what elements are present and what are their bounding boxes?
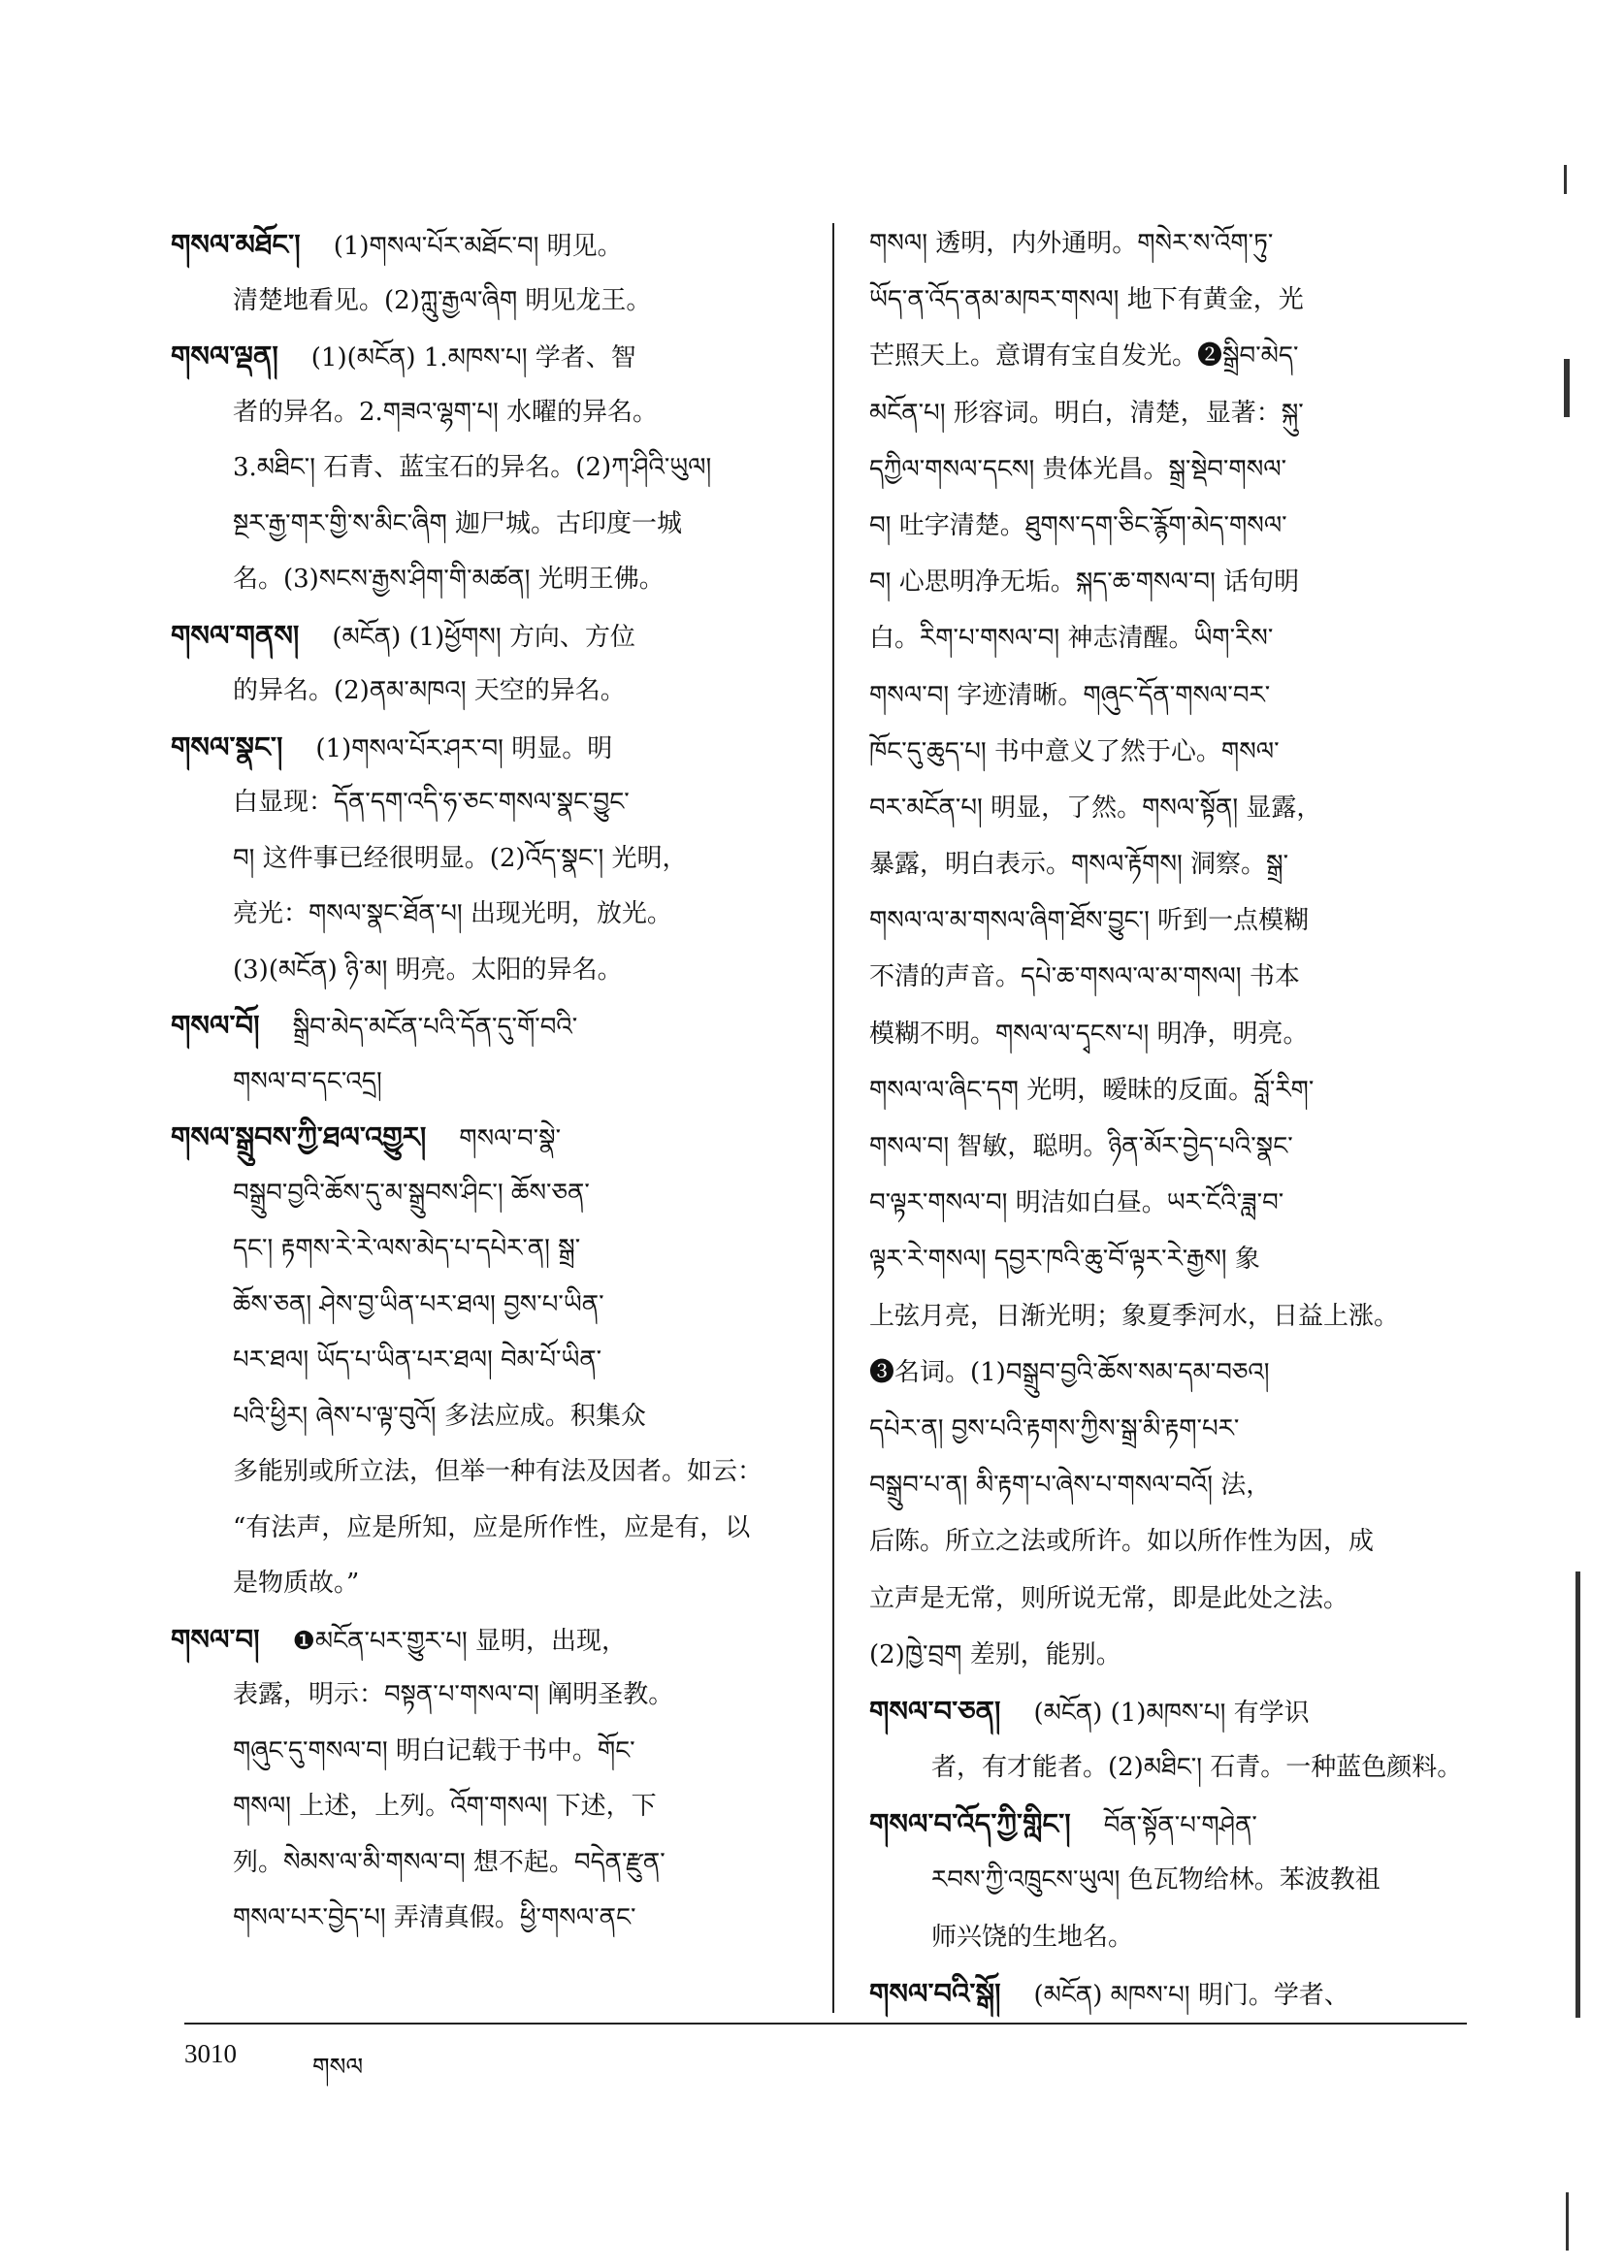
entry-headword-line xyxy=(171,720,801,776)
definition-text: གསལ་བ་སྣེ་ xyxy=(459,1124,562,1153)
page-number: 3010 xyxy=(184,2039,237,2068)
definition-text: 后陈。所立之法或所许。如以所作性为因，成 xyxy=(869,1527,1375,1557)
text-line xyxy=(171,274,801,330)
definition-text: 清楚地看见。(2)ཀླུ་རྒྱལ་ཞིག 明见龙王。 xyxy=(233,285,652,315)
definition-text: སྒྲིབ་མེད་མངོན་པའི་དོན་དུ་གོ་བའི་ xyxy=(292,1013,578,1042)
headword: གསལ་གནས། xyxy=(171,618,300,652)
text-line xyxy=(869,836,1471,892)
text-line xyxy=(869,554,1471,610)
text-line xyxy=(869,328,1471,384)
text-line xyxy=(171,887,801,943)
definition-text: 白显现：དོན་དག་འདི་ཧ་ཅང་གསལ་སྣང་བྱུང་ xyxy=(233,788,630,817)
definition-text: 的异名。(2)ནམ་མཁའ། 天空的异名。 xyxy=(233,676,626,705)
definition-text: བོན་སྟོན་པ་གཤེན་ xyxy=(1103,1811,1257,1841)
text-line xyxy=(869,1457,1471,1513)
headword: གསལ་བོ། xyxy=(171,1009,260,1042)
definition-text: གསལ་བ་དང་འདྲ། xyxy=(233,1066,382,1096)
definition-text: དཀྱིལ་གསལ་དངས། 贵体光昌。སྒྲ་སྡེབ་གསལ་ xyxy=(869,454,1287,484)
text-line xyxy=(869,1513,1471,1570)
entry-headword-line xyxy=(869,1683,1471,1739)
text-line xyxy=(869,1006,1471,1062)
text-line xyxy=(171,1444,801,1501)
text-line xyxy=(869,1118,1471,1175)
headword: གསལ་མཐོང་། xyxy=(171,228,301,261)
definition-text: 多能别或所立法，但举一种有法及因者。如云： xyxy=(233,1457,763,1486)
text-line xyxy=(171,1333,801,1389)
definition-text: པར་ཐལ། ཡོད་པ་ཡིན་པར་ཐལ། བེམ་པོ་ཡིན་ xyxy=(233,1345,602,1375)
headword: གསལ་ལྡན། xyxy=(171,340,278,373)
text-line xyxy=(869,949,1471,1005)
text-line xyxy=(171,385,801,441)
text-line xyxy=(869,498,1471,554)
definition-text: 者的异名。2.གཟའ་ལྷག་པ། 水曜的异名。 xyxy=(233,397,659,427)
definition-text: དང་། རྟགས་རེ་རེ་ལས་མེད་པ་དཔེར་ན། སྒྲ་ xyxy=(233,1234,581,1263)
definition-text: བསྒྲུབ་བྱའི་ཆོས་དུ་མ་སྒྲུབས་ཤིང་། ཆོས་ཅན་ xyxy=(233,1178,590,1208)
right-column xyxy=(869,215,1471,2022)
definition-text: (མངོན) (1)མཁས་པ། 有学识 xyxy=(1033,1698,1310,1728)
entry-headword-line xyxy=(171,998,801,1054)
text-line xyxy=(171,775,801,831)
definition-text: 白。རིག་པ་གསལ་བ། 神志清醒。ཡིག་རིས་ xyxy=(869,624,1274,654)
definition-text: བསྒྲུབ་པ་ན། མི་རྟག་པ་ཞེས་པ་གསལ་བའོ། 法， xyxy=(869,1471,1272,1501)
definition-text: གསལ་པར་བྱེད་པ། 弄清真假。ཕྱི་གསལ་ནང་ xyxy=(233,1903,636,1932)
text-line xyxy=(869,780,1471,836)
definition-text: (1)གསལ་པོར་མཐོང་བ། 明见。 xyxy=(333,232,623,261)
definition-text: “有法声，应是所知，应是所作性，应是有，以 xyxy=(233,1512,751,1542)
definition-text: རབས་ཀྱི་འཁྲུངས་ཡུལ། 色瓦物给林。苯波教祖 xyxy=(931,1865,1380,1895)
text-line xyxy=(171,440,801,497)
definition-text: ❶མངོན་པར་གྱུར་པ། 显明，出现， xyxy=(292,1626,627,1656)
entry-headword-line xyxy=(171,329,801,385)
text-line xyxy=(171,1501,801,1557)
text-line xyxy=(171,1891,801,1947)
definition-text: 是物质故。” xyxy=(233,1569,360,1598)
text-line xyxy=(869,1175,1471,1231)
definition-text: 立声是无常，则所说无常，即是此处之法。 xyxy=(869,1583,1349,1613)
definition-text: (3)(མངོན) ཉི་མ། 明亮。太阳的异名。 xyxy=(233,955,623,985)
text-line xyxy=(171,1556,801,1612)
entry-headword-line xyxy=(869,1796,1471,1852)
text-line xyxy=(869,892,1471,949)
text-line xyxy=(869,667,1471,724)
definition-text: གསལ་ལ་མ་གསལ་ཞིག་ཐོས་བྱུང་། 听到一点模糊 xyxy=(869,906,1310,936)
scan-mark xyxy=(1575,1571,1580,2018)
column-divider xyxy=(832,223,834,2013)
text-line xyxy=(171,1389,801,1445)
text-line xyxy=(869,1345,1471,1401)
definition-text: 暴露，明白表示。གསལ་རྟོགས། 洞察。སྒྲ་ xyxy=(869,850,1289,880)
definition-text: གཞུང་དུ་གསལ་བ། 明白记载于书中。གོང་ xyxy=(233,1735,635,1766)
definition-text: མངོན་པ། 形容词。明白，清楚，显著：སྐུ་ xyxy=(869,398,1304,428)
running-head: གསལ xyxy=(312,2053,364,2081)
definition-text: 师兴饶的生地名。 xyxy=(931,1922,1134,1952)
definition-text: (1)གསལ་པོར་ཤར་བ། 明显。明 xyxy=(315,733,613,763)
text-line xyxy=(869,1627,1471,1683)
text-line xyxy=(869,441,1471,498)
scan-mark xyxy=(1566,2192,1569,2251)
headword: གསལ་བ་ཅན། xyxy=(869,1694,1001,1728)
definition-text: ཡོད་ན་འོད་ནམ་མཁར་གསལ། 地下有黄金，光 xyxy=(869,285,1304,315)
definition-text: 表露，明示：བསྟན་པ་གསལ་བ། 阐明圣教。 xyxy=(233,1680,674,1709)
definition-text: དཔེར་ན། བྱས་པའི་རྟགས་ཀྱིས་སྒྲ་མི་རྟག་པར་ xyxy=(869,1413,1240,1443)
text-line xyxy=(171,664,801,720)
entry-headword-line xyxy=(869,1965,1471,2022)
definition-text: 名。(3)སངས་རྒྱས་ཤིག་གི་མཚན། 光明王佛。 xyxy=(233,565,665,594)
definition-text: 者，有才能者。(2)མཐིང་། 石青。一种蓝色颜料。 xyxy=(931,1753,1463,1783)
definition-text: ཁོང་དུ་ཆུད་པ། 书中意义了然于心。གསལ་ xyxy=(869,736,1280,766)
definition-text: 芒照天上。意谓有宝自发光。❷སྒྲིབ་མེད་ xyxy=(869,341,1299,372)
definition-text: སྔར་རྒྱ་གར་གྱི་ས་མིང་ཞིག 迦尸城。古印度一城 xyxy=(233,508,683,538)
headword: གསལ་བ་འོད་ཀྱི་གླིང་། xyxy=(869,1807,1071,1841)
entry-headword-line xyxy=(171,217,801,274)
entry-headword-line xyxy=(171,1612,801,1669)
definition-text: གསལ་བ། 智敏，聪明。ཉིན་མོར་བྱེད་པའི་སྣང་ xyxy=(869,1132,1293,1161)
definition-text: 亮光：གསལ་སྣང་ཐོན་པ། 出现光明，放光。 xyxy=(233,899,672,928)
text-line xyxy=(171,943,801,999)
headword: གསལ་བའི་སྒོ། xyxy=(869,1976,1001,2010)
definition-text: བ་ལྟར་གསལ་བ། 明洁如白昼。ཡར་ངོའི་ཟླ་བ་ xyxy=(869,1188,1284,1218)
text-line xyxy=(869,1288,1471,1345)
text-line xyxy=(171,1835,801,1892)
definition-text: 模糊不明。གསལ་ལ་དྭངས་པ། 明净，明亮。 xyxy=(869,1019,1309,1049)
text-line xyxy=(869,610,1471,666)
text-line xyxy=(171,1166,801,1222)
definition-text: བ། 心思明净无垢。སྐད་ཆ་གསལ་བ། 话句明 xyxy=(869,567,1300,598)
text-line xyxy=(869,1571,1471,1627)
definition-text: གསལ། 透明，内外通明。གསེར་ས་འོག་ཏུ་ xyxy=(869,229,1274,258)
footer-rule xyxy=(184,2023,1467,2025)
definition-text: གསལ་ལ་ཞིང་དག 光明，暧昧的反面。བློ་རིག་ xyxy=(869,1075,1315,1105)
definition-text: བ། 这件事已经很明显。(2)འོད་སྣང་། 光明， xyxy=(233,843,688,873)
text-line xyxy=(171,1668,801,1724)
text-line xyxy=(171,1221,801,1278)
definition-text: 列。སེམས་ལ་མི་གསལ་བ། 想不起。བདེན་རྫུན་ xyxy=(233,1847,666,1877)
definition-text: གསལ་བ། 字迹清晰。གཞུང་དོན་གསལ་བར་ xyxy=(869,680,1271,710)
entry-headword-line xyxy=(171,1110,801,1166)
text-line xyxy=(171,497,801,553)
definition-text: ❸名词。(1)བསྒྲུབ་བྱའི་ཆོས་སམ་དམ་བཅའ། xyxy=(869,1357,1270,1387)
headword: གསལ་སྣང་། xyxy=(171,729,283,763)
scan-mark xyxy=(1564,165,1567,194)
definition-text: 3.མཐིང་། 石青、蓝宝石的异名。(2)ཀ་ཤིའི་ཡུལ། xyxy=(233,453,712,482)
text-line xyxy=(171,1779,801,1835)
text-line xyxy=(869,215,1471,272)
definition-text: བ། 吐字清楚。ཐུགས་དག་ཅིང་རྙོག་མེད་གསལ་ xyxy=(869,510,1287,540)
text-line xyxy=(869,385,1471,441)
text-line xyxy=(869,1909,1471,1965)
definition-text: 不清的声音。དཔེ་ཆ་གསལ་ལ་མ་གསལ། 书本 xyxy=(869,962,1300,992)
definition-text: 上弦月亮，日渐光明；象夏季河水，日益上涨。 xyxy=(869,1301,1400,1331)
definition-text: གསལ། 上述，上列。འོག་གསལ། 下述，下 xyxy=(233,1792,657,1821)
text-line xyxy=(171,1278,801,1334)
scan-mark xyxy=(1564,359,1570,417)
headword: གསལ་སྒྲུབས་ཀྱི་ཐལ་འགྱུར། xyxy=(171,1120,427,1153)
text-line xyxy=(171,1724,801,1780)
text-line xyxy=(869,1401,1471,1457)
definition-text: ཆོས་ཅན། ཤེས་བྱ་ཡིན་པར་ཐལ། བྱས་པ་ཡིན་ xyxy=(233,1289,604,1319)
definition-text: པའི་ཕྱིར། ཞེས་པ་ལྟ་བུའོ། 多法应成。积集众 xyxy=(233,1401,646,1431)
text-line xyxy=(869,1852,1471,1908)
text-line xyxy=(171,831,801,888)
entry-headword-line xyxy=(171,608,801,664)
text-line xyxy=(869,1231,1471,1287)
definition-text: (མངོན) (1)ཕྱོགས། 方向、方位 xyxy=(332,622,635,652)
text-line xyxy=(171,1054,801,1111)
text-line xyxy=(869,1062,1471,1118)
definition-text: ལྟར་རེ་གསལ། དབྱར་ཁའི་ཆུ་བོ་ལྟར་རེ་རྒྱས། 象 xyxy=(869,1245,1260,1275)
text-line xyxy=(869,724,1471,780)
definition-text: (མངོན) མཁས་པ། 明门。学者、 xyxy=(1033,1980,1349,2010)
left-column xyxy=(171,217,801,1947)
text-line xyxy=(869,1739,1471,1796)
definition-text: (1)(མངོན) 1.མཁས་པ། 学者、智 xyxy=(310,343,636,373)
headword: གསལ་བ། xyxy=(171,1622,260,1656)
text-line xyxy=(869,272,1471,328)
definition-text: (2)ཁྱེ་བྲག 差别，能别。 xyxy=(869,1639,1121,1669)
text-line xyxy=(171,552,801,608)
definition-text: བར་མངོན་པ། 明显，了然。གསལ་སྟོན། 显露， xyxy=(869,793,1322,823)
